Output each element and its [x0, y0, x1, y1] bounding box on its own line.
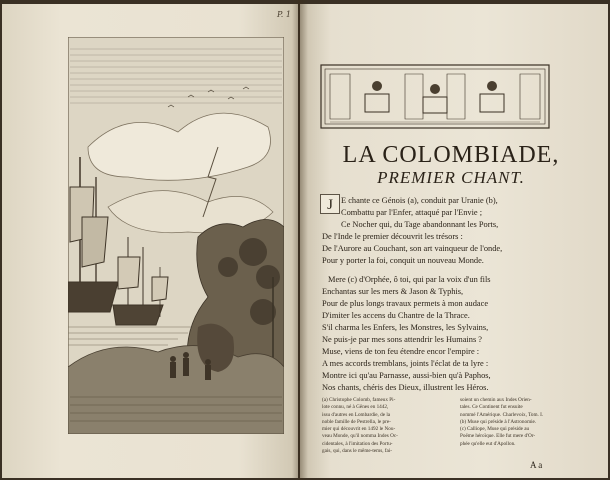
footnote-line: gais, qui, dans le même-tems, fai-: [322, 448, 393, 455]
verse-line: De l'Aurore au Couchant, son art vainqueur de l'onde,: [322, 244, 503, 253]
footnote-line: noble famille de Pestrella, le pre-: [322, 418, 391, 425]
footnote-line: soient un chemin aux Indes Orien-: [460, 397, 532, 403]
verse-line: D'imiter les accens du Chantre de la Thrace.: [322, 311, 470, 320]
footnote-line: mier qui découvrit en 1492 le Nou-: [322, 426, 396, 433]
verse-line: E chante ce Génois (a), conduit par Uranie (b),: [341, 196, 498, 205]
chapter-title: LA COLOMBIADE,: [342, 142, 560, 168]
verse-line: Ce Nocher qui, du Tage abandonnant les Ports,: [341, 220, 499, 229]
footnote-line: (a) Christophe Colomb, fameux Pi-: [322, 397, 396, 403]
verse-line: Enchantas sur les mers & Jason & Typhis,: [322, 287, 464, 296]
footnote-line: cidentales, à l'imitation des Portu-: [322, 440, 393, 447]
verse-line: Pour y porter la foi, conquit un nouveau Monde.: [322, 256, 484, 265]
footnotes-right-column: [460, 397, 600, 448]
footnote-line: (c) Calliope, Muse qui préside au: [460, 426, 530, 433]
verse-line: Muse, viens de ton feu étendre encor l'empire :: [322, 347, 480, 356]
verse-line: De l'Inde le premier découvrit les trésors :: [322, 232, 463, 241]
verse-line: A mes accords tremblans, joints l'éclat de ta lyre :: [322, 359, 489, 368]
footnote-line: phée qu'elle eut d'Apollon.: [460, 440, 516, 447]
chapter-subtitle: PREMIER CHANT.: [377, 168, 525, 187]
engraving-plate: [68, 37, 284, 434]
svg-text:J: J: [327, 197, 333, 213]
footnotes-left-column: [322, 397, 462, 455]
footnote-line: issu d'autres en Lombardie, de la: [322, 411, 391, 418]
ornamental-drop-cap: [320, 194, 340, 214]
signature-mark: A a: [530, 460, 543, 470]
ornamental-headpiece: [320, 64, 550, 129]
headpiece-figures: [365, 81, 504, 113]
left-page: [2, 4, 298, 478]
verse-line: Montre ici qu'au Parnasse, aussi-bien qu'à Paphos,: [322, 371, 491, 380]
verse-line: Pour de plus longs travaux permets à mon audace: [322, 299, 489, 308]
verse-line: Ne puis-je par mes sons attendrir les Humains ?: [322, 335, 483, 344]
footnote-line: lote connu, né à Gênes en 1442,: [322, 404, 389, 411]
footnote-line: (b) Muse qui préside à l'Astronomie.: [460, 418, 537, 425]
verse-line: Nos chants, chéris des Dieux, illustrent les Héros.: [322, 383, 489, 392]
footnote-line: nommé l'Amérique. Charlevoix, Tom. I.: [460, 411, 544, 418]
footnote-line: veau Monde, qu'il nomma Indes Oc-: [322, 433, 398, 440]
footnote-line: Poëme héroïque. Elle fut mere d'Or-: [460, 433, 536, 440]
verse-line: S'il charma les Enfers, les Monstres, les Sylvains,: [322, 323, 489, 332]
book-gutter: [292, 0, 308, 480]
verse-line: Combattu par l'Enfer, attaqué par l'Envie ;: [341, 208, 483, 217]
footnote-line: tales. Ce Continent fut ensuite: [460, 404, 523, 411]
right-page: [300, 4, 608, 478]
verse-line: Mere (c) d'Orphée, ô toi, qui par la voix d'un fils: [328, 275, 491, 284]
page-reference: P. 1: [277, 10, 291, 19]
